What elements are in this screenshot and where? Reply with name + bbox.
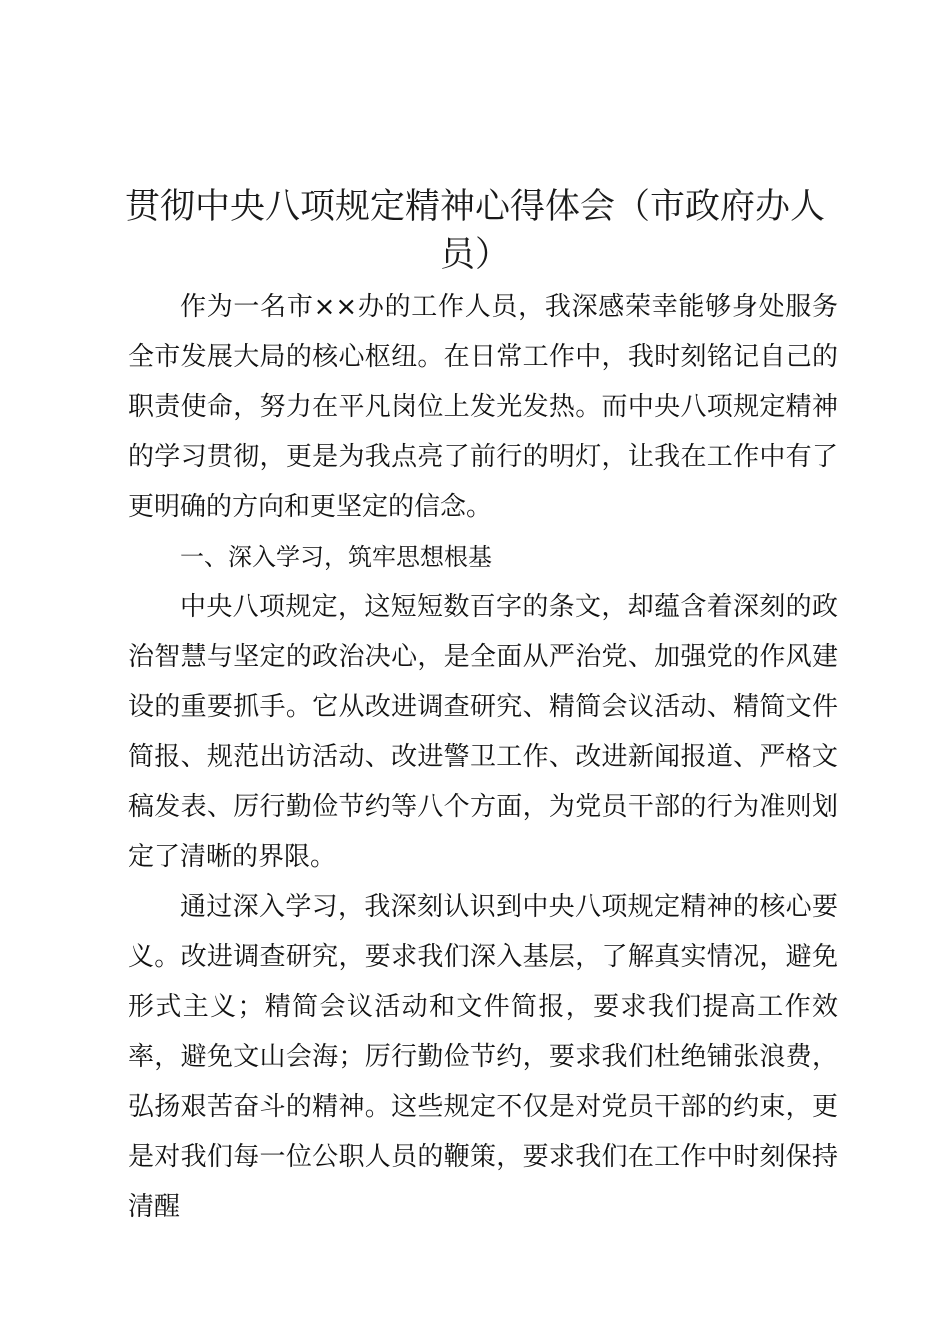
document-title: 贯彻中央八项规定精神心得体会（市政府办人员） (124, 187, 825, 275)
paragraph-eight-rules: 中央八项规定，这短短数百字的条文，却蕴含着深刻的政治智慧与坚定的政治决心，是全面从严治党、加强党的作风建设的重要抓手。它从改进调查研究、精简会议活动、精简文件简报、规范出访活动、改进警卫工作、改进新闻报道、严格文稿发表、厉行勤俭节约等八个方面，为党员干部的行为准则划定了清晰的界限。 (128, 592, 838, 872)
section-heading-1: 一、深入学习，筑牢思想根基 (180, 543, 492, 571)
paragraph-intro: 作为一名市××办的工作人员，我深感荣幸能够身处服务全市发展大局的核心枢纽。在日常工作中，我时刻铭记自己的职责使命，努力在平凡岗位上发光发热。而中央八项规定精神的学习贯彻，更是为我点亮了前行的明灯，让我在工作中有了更明确的方向和更坚定的信念。 (128, 292, 838, 522)
document-body (128, 282, 838, 1232)
paragraph-core-meaning: 通过深入学习，我深刻认识到中央八项规定精神的核心要义。改进调查研究，要求我们深入基层，了解真实情况，避免形式主义；精简会议活动和文件简报，要求我们提高工作效率，避免文山会海；厉行勤俭节约，要求我们杜绝铺张浪费，弘扬艰苦奋斗的精神。这些规定不仅是对党员干部的约束，更是对我们每一位公职人员的鞭策，要求我们在工作中时刻保持清醒 (128, 892, 838, 1222)
